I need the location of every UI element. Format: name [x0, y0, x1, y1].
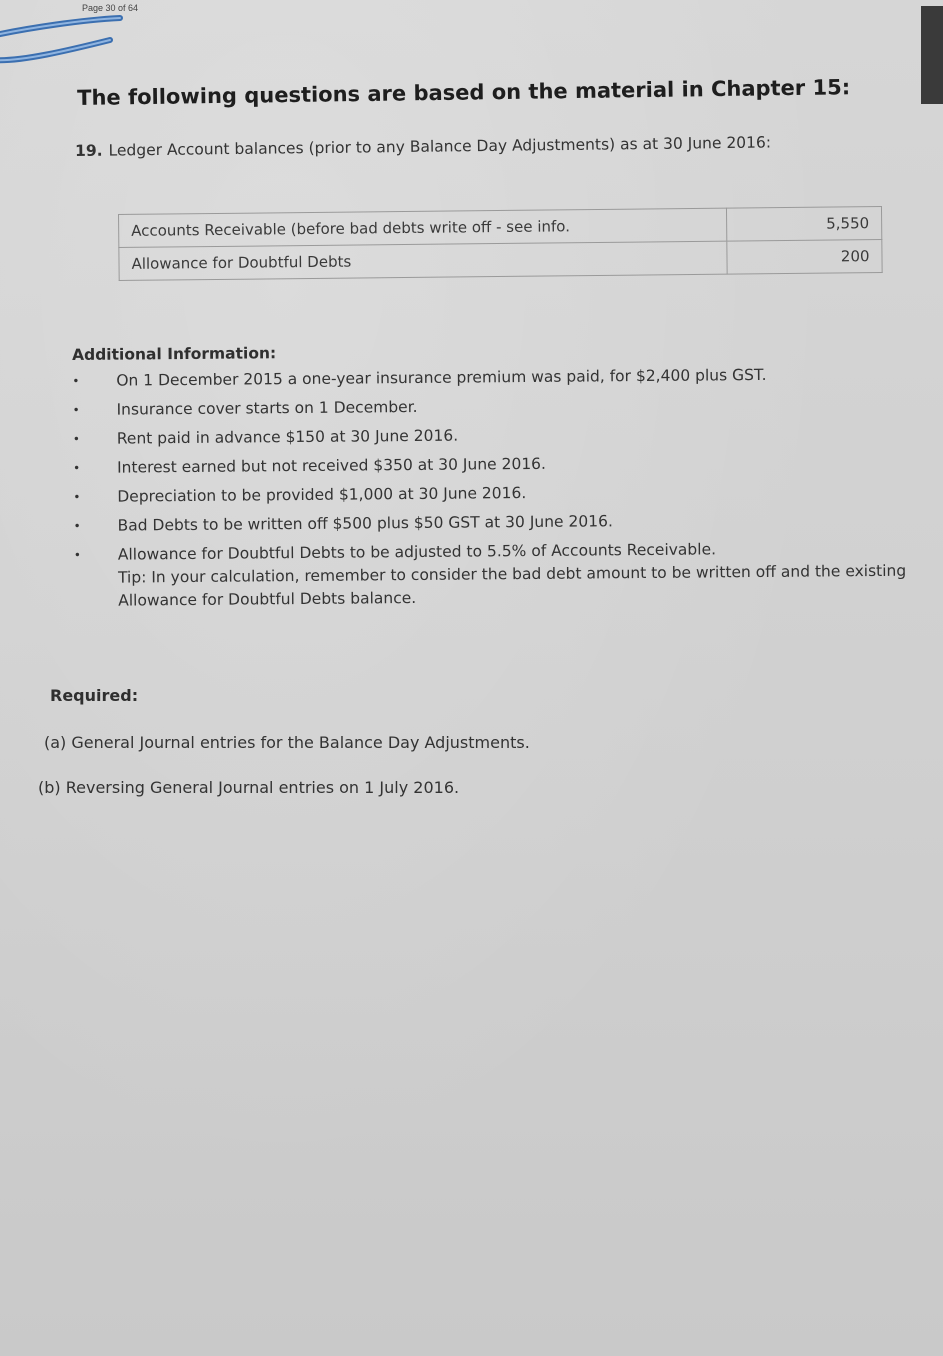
bullet-icon: • [73, 489, 81, 504]
tip-text: Tip: In your calculation, remember to consider the bad debt amount to be written off and the existing Allowance for Doubtful Debts balance. [117, 561, 907, 610]
list-item [74, 536, 943, 613]
bullet-icon: • [73, 518, 81, 533]
account-name-cell: Allowance for Doubtful Debts [119, 241, 727, 280]
page-edge-tab [921, 6, 943, 104]
list-item [73, 478, 943, 509]
required-part-a: (a) General Journal entries for the Balance Day Adjustments. [44, 733, 530, 752]
required-part-b: (b) Reversing General Journal entries on 1 July 2016. [38, 778, 460, 797]
list-item [73, 420, 943, 451]
page-indicator: Page 30 of 64 [82, 3, 139, 13]
info-list [72, 362, 943, 613]
info-text: Interest earned but not received $350 at 30 June 2016. [116, 454, 547, 477]
list-item [72, 362, 942, 393]
account-name-cell: Accounts Receivable (before bad debts write off - see info. [119, 208, 727, 247]
question-19 [75, 133, 771, 160]
chapter-heading: The following questions are based on the material in Chapter 15: [77, 75, 851, 110]
bullet-icon: • [72, 402, 80, 417]
bullet-icon: • [72, 431, 80, 446]
ledger-balances-table [118, 206, 883, 281]
bullet-icon: • [72, 373, 80, 388]
bullet-icon: • [73, 547, 81, 562]
info-text: Depreciation to be provided $1,000 at 30 June 2016. [117, 484, 527, 506]
amount-cell: 5,550 [726, 207, 881, 242]
info-text: Insurance cover starts on 1 December. [116, 397, 418, 419]
list-item [73, 449, 943, 480]
info-text: Rent paid in advance $150 at 30 June 2016. [116, 426, 459, 448]
bullet-icon: • [73, 460, 81, 475]
additional-information-title: Additional Information: [72, 344, 277, 364]
info-text: On 1 December 2015 a one-year insurance premium was paid, for $2,400 plus GST. [116, 365, 767, 390]
table-row [119, 240, 882, 281]
info-text: Bad Debts to be written off $500 plus $50 GST at 30 June 2016. [117, 512, 613, 535]
list-item [72, 391, 942, 422]
question-text: Ledger Account balances (prior to any Balance Day Adjustments) as at 30 June 2016: [108, 133, 772, 160]
question-number: 19. [75, 141, 103, 160]
amount-cell: 200 [727, 240, 882, 275]
additional-information [72, 338, 943, 619]
info-text: Allowance for Doubtful Debts to be adjusted to 5.5% of Accounts Receivable. [117, 540, 717, 564]
list-item [73, 507, 943, 538]
paperclip-icon [0, 10, 140, 70]
required-title: Required: [50, 686, 139, 705]
